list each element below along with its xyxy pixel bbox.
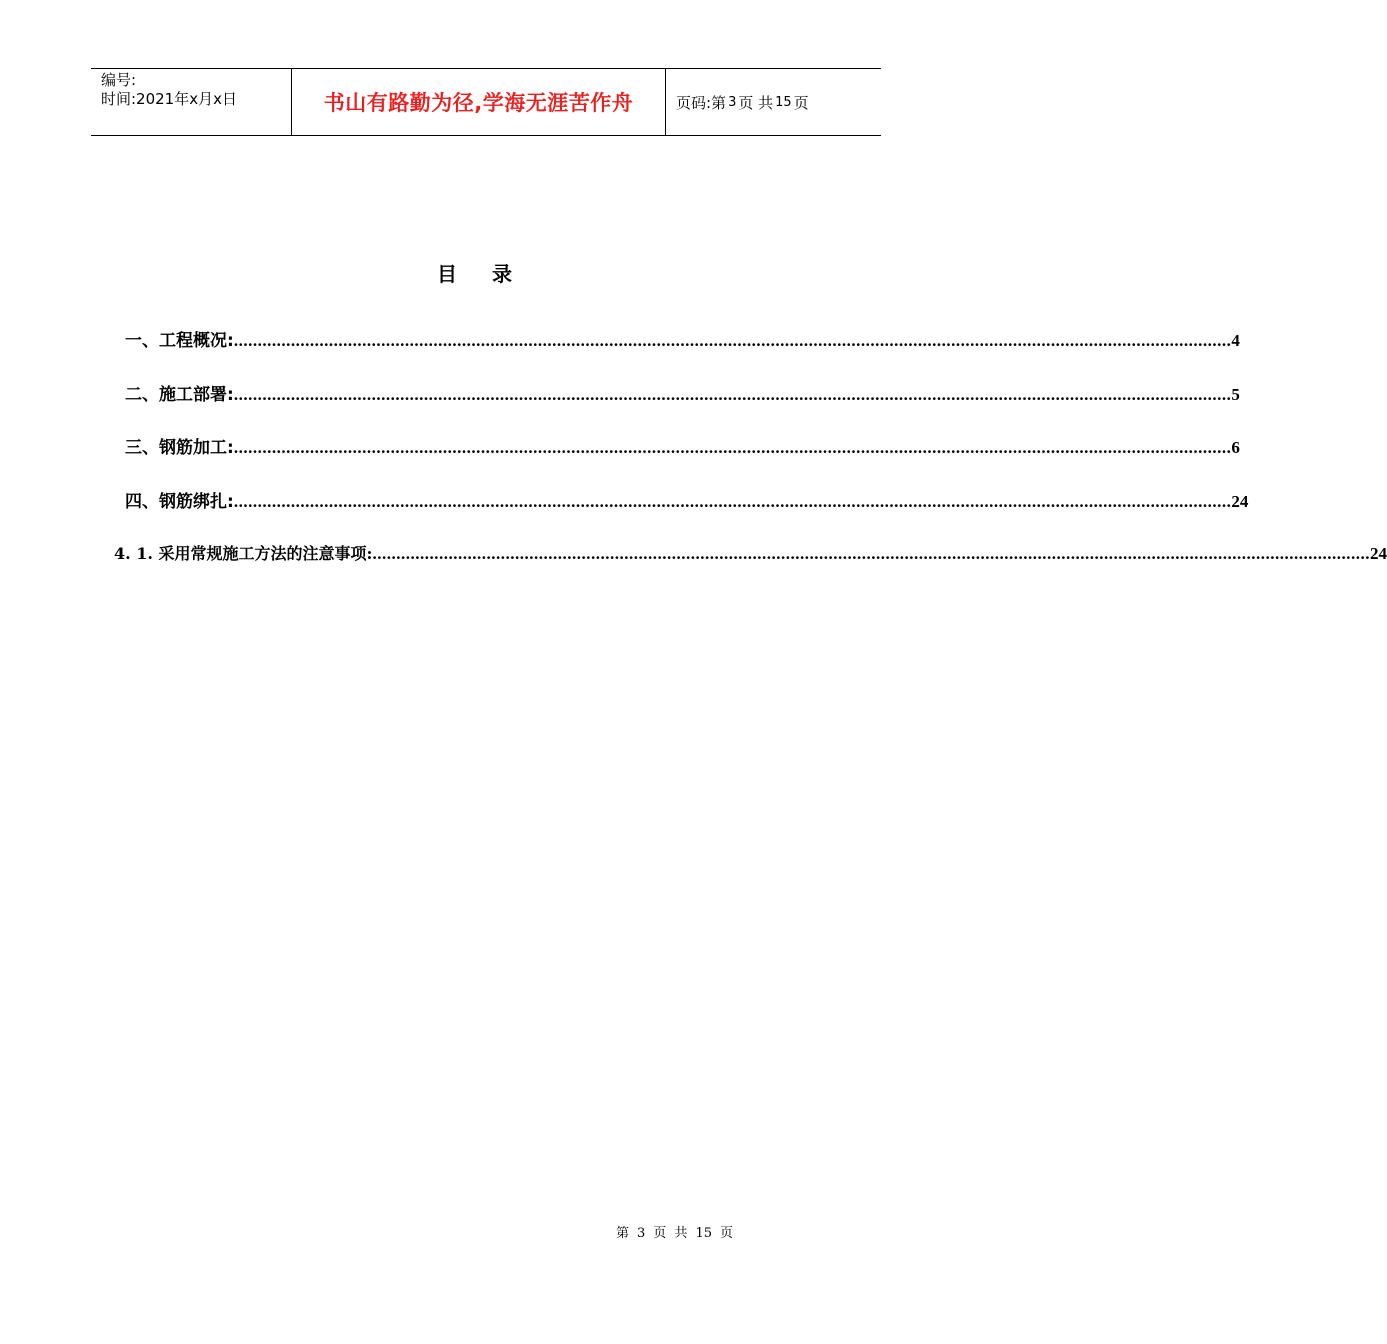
toc-entry-page: 24 bbox=[1231, 492, 1249, 511]
toc-leader-dots: .................................................................................................................................................................................................................. bbox=[233, 438, 1232, 457]
toc-leader-dots: .................................................................................................................................................................................................................. bbox=[233, 385, 1232, 404]
toc-entry-page: 6 bbox=[1231, 438, 1240, 457]
footer-mid: 页 共 bbox=[653, 1226, 688, 1241]
toc-entry-label: 一、工程概况: bbox=[125, 331, 234, 351]
header-page-suffix: 页 bbox=[793, 93, 809, 112]
toc-entry[interactable] bbox=[125, 380, 1240, 405]
page-footer bbox=[616, 1222, 741, 1241]
toc-entry-label: 四、钢筋绑扎: bbox=[125, 492, 234, 512]
toc-entry-page: 4 bbox=[1231, 331, 1240, 350]
footer-prefix: 第 bbox=[616, 1226, 630, 1241]
header-page-total: 15 bbox=[775, 94, 792, 110]
header-page-mid: 页 共 bbox=[738, 93, 774, 112]
header-motto: 书山有路勤为径,学海无涯苦作舟 bbox=[292, 69, 666, 135]
toc-entry[interactable] bbox=[125, 326, 1240, 351]
toc-entry[interactable] bbox=[114, 541, 1387, 564]
toc-title bbox=[0, 258, 950, 287]
toc-leader-dots: .................................................................................................................................................................................................................. bbox=[233, 331, 1232, 350]
toc-title-part1: 目 bbox=[437, 262, 458, 286]
toc-entry-page: 5 bbox=[1231, 385, 1240, 404]
toc-leader-dots: .................................................................................................................................................................................................................. bbox=[233, 492, 1232, 511]
document-header bbox=[91, 68, 881, 136]
document-time-label: 时间:2021年x月x日 bbox=[101, 90, 237, 108]
toc-entry-page: 24 bbox=[1369, 544, 1387, 563]
footer-suffix: 页 bbox=[719, 1226, 733, 1241]
footer-total-pages: 15 bbox=[695, 1226, 712, 1241]
toc-entry[interactable] bbox=[125, 433, 1240, 458]
toc-entry-label: 二、施工部署: bbox=[125, 385, 234, 405]
header-page-prefix: 页码:第 bbox=[676, 93, 727, 112]
document-number-label: 编号: bbox=[101, 71, 137, 89]
footer-current-page: 3 bbox=[637, 1226, 646, 1241]
header-page-current: 3 bbox=[728, 94, 737, 110]
toc-entry-label: 4. 1. 采用常规施工方法的注意事项: bbox=[114, 544, 373, 563]
toc-title-part2: 录 bbox=[492, 262, 513, 286]
toc-entry[interactable] bbox=[125, 487, 1249, 512]
toc-entry-label: 三、钢筋加工: bbox=[125, 438, 234, 458]
header-page-indicator bbox=[666, 69, 881, 135]
toc-leader-dots: .................................................................................................................................................................................................................. bbox=[372, 544, 1370, 563]
header-meta-cell bbox=[91, 69, 292, 135]
